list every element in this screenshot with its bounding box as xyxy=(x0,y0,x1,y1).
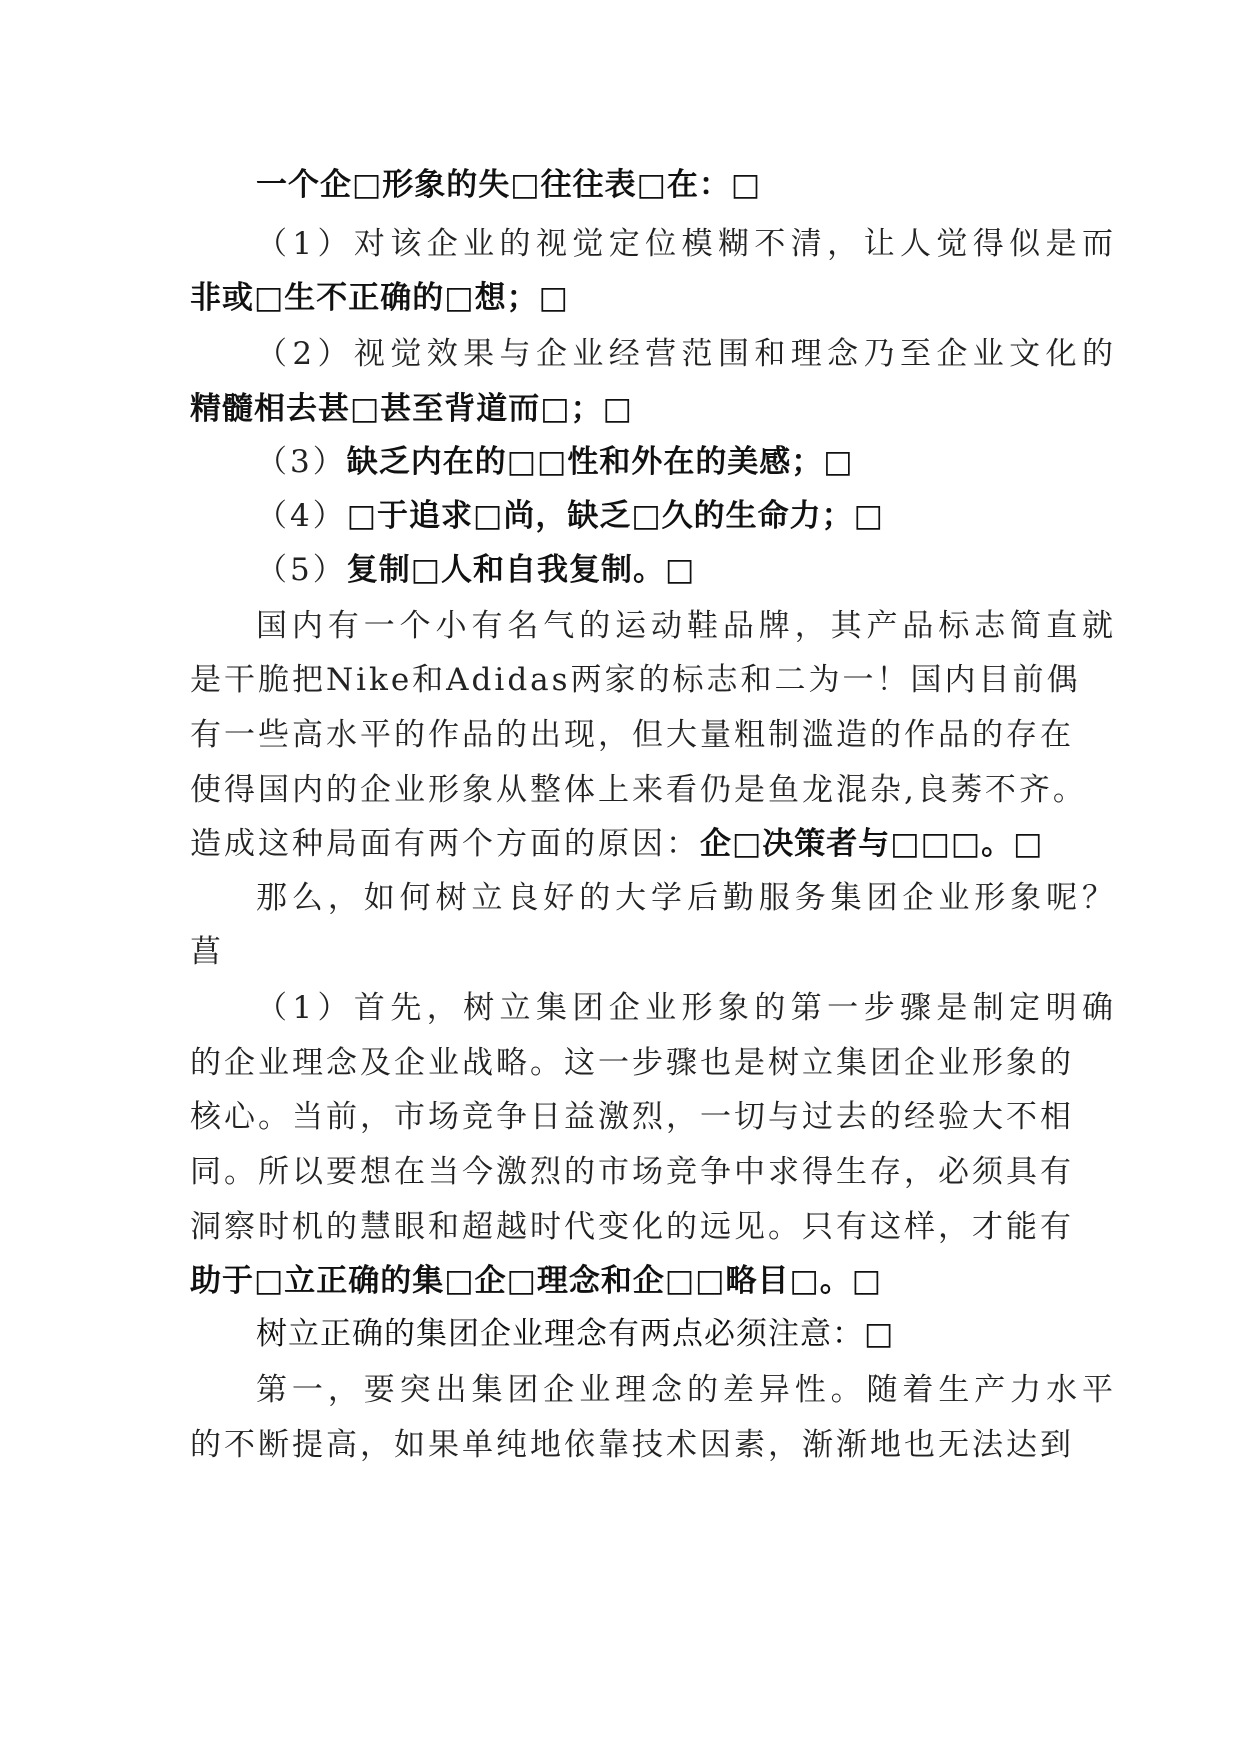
list-text: 复制□人和自我复制。□ xyxy=(346,552,696,588)
text-line: 精髓相去甚□甚至背道而□；□ xyxy=(190,391,633,427)
text-line: 非或□生不正确的□想；□ xyxy=(190,280,569,316)
text-line xyxy=(256,488,1116,544)
text-line: 那么，如何树立良好的大学后勤服务集团企业形象呢？ xyxy=(256,880,1116,916)
text-line: 一个企□形象的失□往往表□在：□ xyxy=(256,167,762,203)
text-line: 洞察时机的慧眼和超越时代变化的远见。只有这样，才能有 xyxy=(190,1209,1074,1245)
text-line: 的不断提高，如果单纯地依靠技术因素，渐渐地也无法达到 xyxy=(190,1427,1074,1463)
text-line: 核心。当前，市场竞争日益激烈，一切与过去的经验大不相 xyxy=(190,1099,1074,1135)
text-line: 有一些高水平的作品的出现，但大量粗制滥造的作品的存在 xyxy=(190,717,1074,753)
list-marker: （5） xyxy=(256,552,347,588)
text-line: 使得国内的企业形象从整体上来看仍是鱼龙混杂,良莠不齐。 xyxy=(190,772,1087,808)
list-marker: （4） xyxy=(256,498,347,534)
text-line: （2）视觉效果与企业经营范围和理念乃至企业文化的 xyxy=(256,336,1116,372)
list-text: 缺乏内在的□□性和外在的美感；□ xyxy=(346,444,854,480)
text-line: 第一，要突出集团企业理念的差异性。随着生产力水平 xyxy=(256,1372,1116,1408)
text-line: 菖 xyxy=(190,934,224,970)
text-line: 的企业理念及企业战略。这一步骤也是树立集团企业形象的 xyxy=(190,1045,1074,1081)
text-line: 助于□立正确的集□企□理念和企□□略目□。□ xyxy=(190,1263,883,1299)
list-text: □于追求□尚，缺乏□久的生命力；□ xyxy=(346,498,884,534)
text-line xyxy=(190,816,1050,872)
text-segment: 造成这种局面有两个方面的原因： xyxy=(190,826,700,862)
text-line: 国内有一个小有名气的运动鞋品牌，其产品标志简直就 xyxy=(256,608,1116,644)
text-line xyxy=(256,542,1116,598)
text-line: 是干脆把Nike和Adidas两家的标志和二为一！国内目前偶 xyxy=(190,662,1081,698)
text-line: 树立正确的集团企业理念有两点必须注意：□ xyxy=(256,1316,895,1352)
text-line xyxy=(256,434,1116,490)
text-line: 同。所以要想在当今激烈的市场竞争中求得生存，必须具有 xyxy=(190,1154,1074,1190)
list-marker: （3） xyxy=(256,444,347,480)
text-line: （1）对该企业的视觉定位模糊不清，让人觉得似是而 xyxy=(256,226,1116,262)
text-segment: 企□决策者与□□□。□ xyxy=(700,826,1044,862)
text-line: （1）首先，树立集团企业形象的第一步骤是制定明确 xyxy=(256,990,1116,1026)
